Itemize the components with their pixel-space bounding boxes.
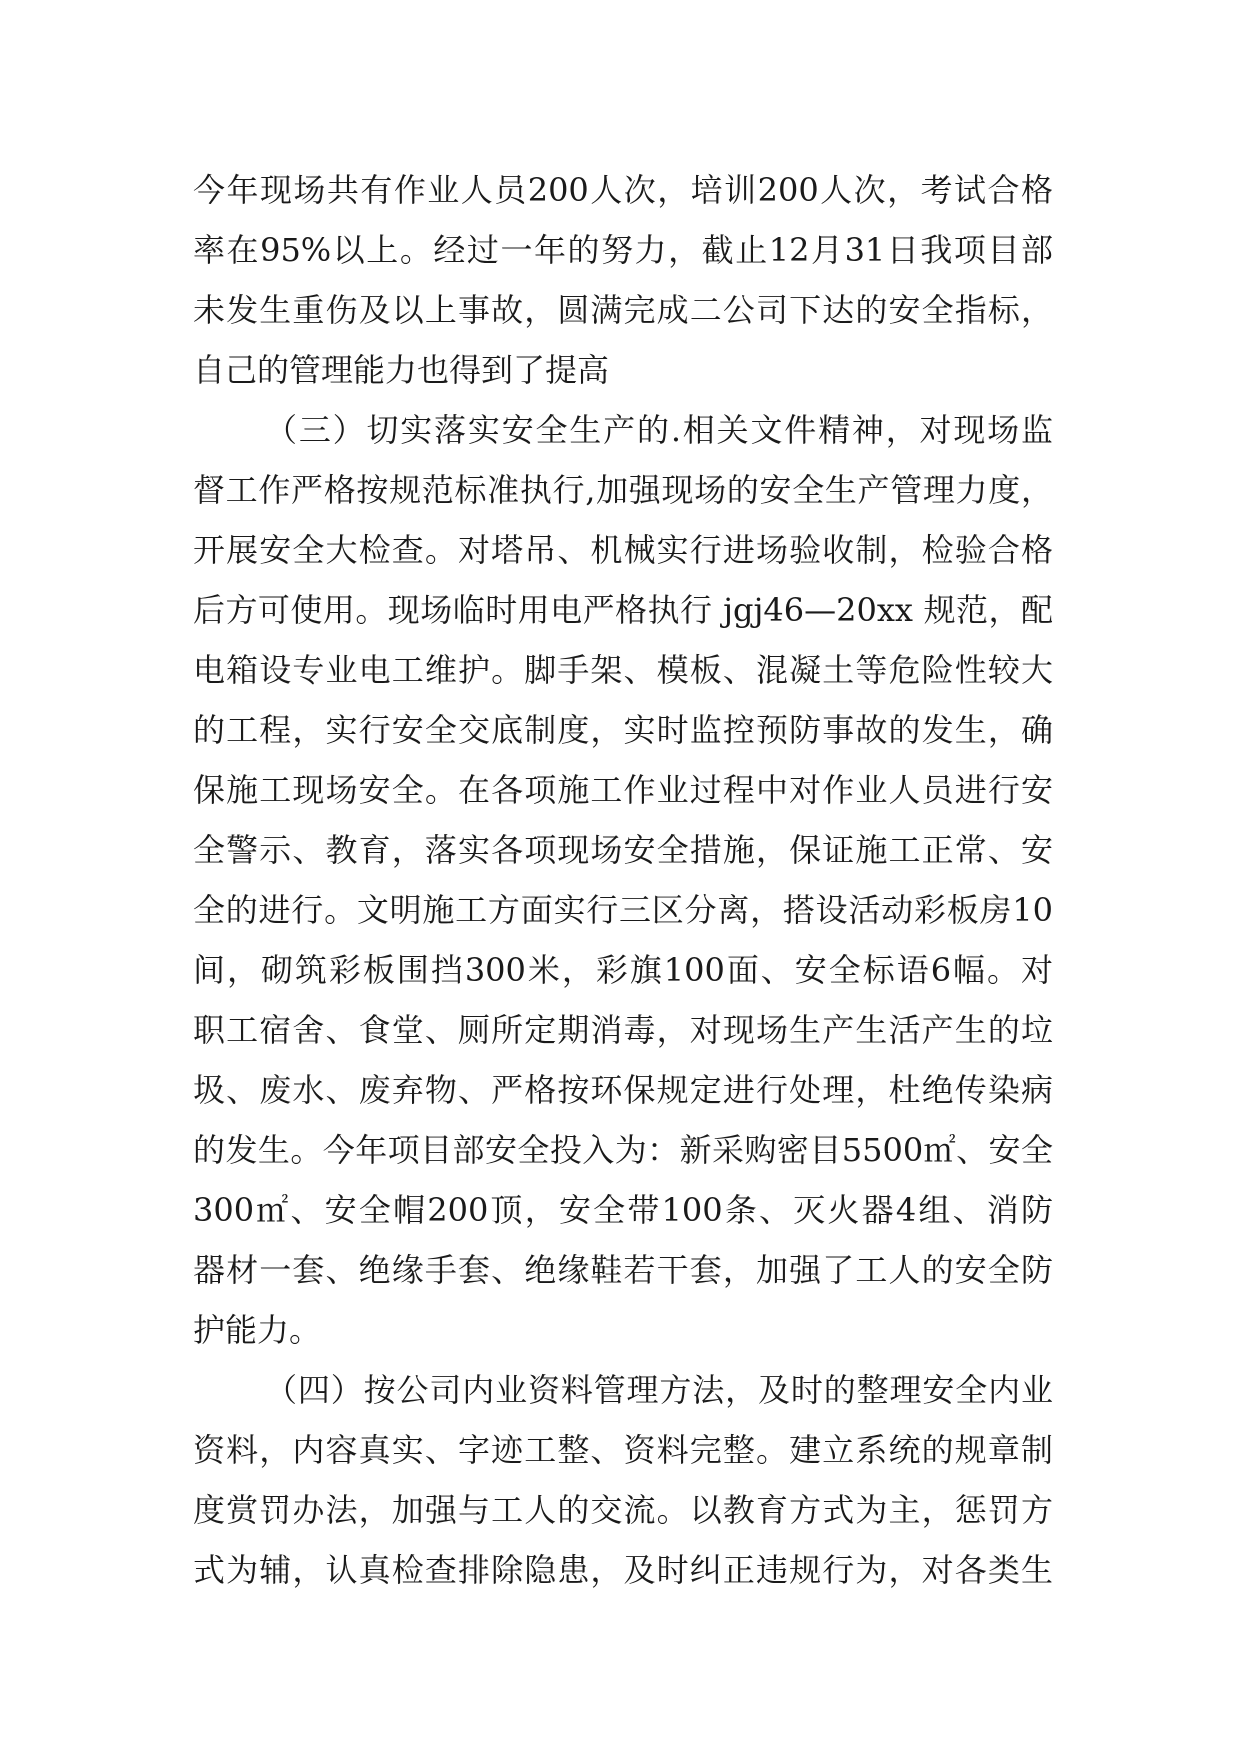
- text-line: 资料，内容真实、字迹工整、资料完整。建立系统的规章制: [193, 1431, 1053, 1469]
- text-line: 全警示、教育，落实各项现场安全措施，保证施工正常、安: [193, 831, 1053, 869]
- text-line: 后方可使用。现场临时用电严格执行 jgj46—20xx 规范，配: [193, 591, 1053, 629]
- text-line: 的发生。今年项目部安全投入为：新采购密目5500㎡、安全: [193, 1131, 1053, 1169]
- text-line: 护能力。: [193, 1311, 322, 1349]
- text-line: 自己的管理能力也得到了提高: [193, 351, 610, 389]
- text-line: 全的进行。文明施工方面实行三区分离，搭设活动彩板房10: [193, 891, 1053, 929]
- text-line: 保施工现场安全。在各项施工作业过程中对作业人员进行安: [193, 771, 1053, 809]
- text-line: 职工宿舍、食堂、厕所定期消毒，对现场生产生活产生的垃: [193, 1011, 1053, 1049]
- text-line: 今年现场共有作业人员200人次，培训200人次，考试合格: [193, 171, 1053, 209]
- text-line: 率在95%以上。经过一年的努力，截止12月31日我项目部: [193, 231, 1053, 269]
- text-line: 开展安全大检查。对塔吊、机械实行进场验收制，检验合格: [193, 531, 1053, 569]
- text-line: 督工作严格按规范标准执行,加强现场的安全生产管理力度，: [193, 471, 1053, 509]
- text-line: 器材一套、绝缘手套、绝缘鞋若干套，加强了工人的安全防: [193, 1251, 1053, 1289]
- text-line: （三）切实落实安全生产的.相关文件精神，对现场监: [265, 411, 1053, 449]
- text-line: 未发生重伤及以上事故，圆满完成二公司下达的安全指标，: [193, 291, 1053, 329]
- text-line: （四）按公司内业资料管理方法，及时的整理安全内业: [265, 1371, 1053, 1409]
- text-line: 式为辅，认真检查排除隐患，及时纠正违规行为，对各类生: [193, 1551, 1053, 1589]
- text-line: 电箱设专业电工维护。脚手架、模板、混凝土等危险性较大: [193, 651, 1053, 689]
- text-line: 圾、废水、废弃物、严格按环保规定进行处理，杜绝传染病: [193, 1071, 1053, 1109]
- document-body: [193, 160, 1053, 1600]
- text-line: 间，砌筑彩板围挡300米，彩旗100面、安全标语6幅。对: [193, 951, 1053, 989]
- text-line: 的工程，实行安全交底制度，实时监控预防事故的发生，确: [193, 711, 1053, 749]
- text-line: 度赏罚办法，加强与工人的交流。以教育方式为主，惩罚方: [193, 1491, 1053, 1529]
- text-line: 300㎡、安全帽200顶，安全带100条、灭火器4组、消防: [193, 1191, 1053, 1229]
